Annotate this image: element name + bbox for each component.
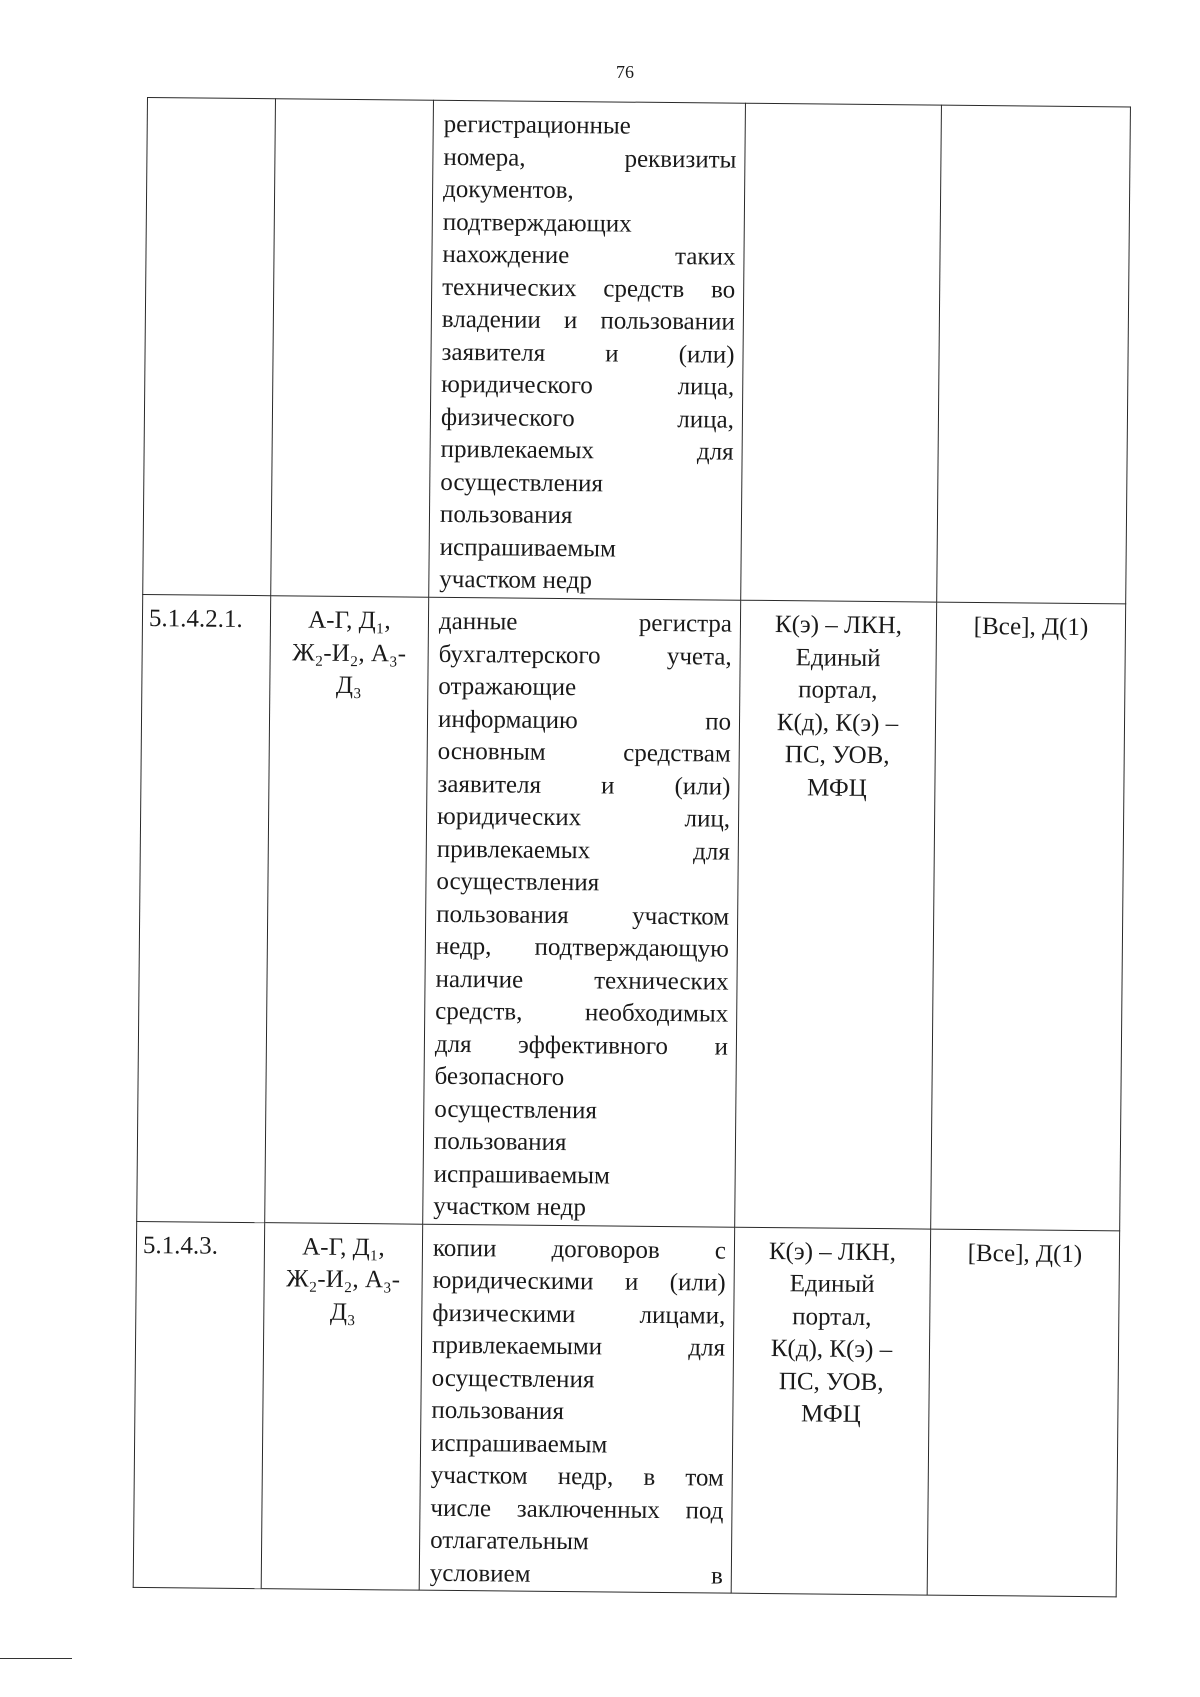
method-line: К(д), К(э) – (776, 708, 899, 737)
description-line: недр, подтверждающую (435, 932, 729, 963)
method-line: портал, (798, 676, 878, 705)
code-line: Д₃ (335, 671, 362, 700)
item-number-cell: 5.1.4.3. (133, 1221, 265, 1589)
table-row (137, 594, 1126, 1230)
method-line: Единый (789, 1270, 875, 1299)
applicant-codes-cell (271, 99, 434, 597)
description-line: пользования (431, 1396, 565, 1426)
description-line: нахождение таких (442, 240, 736, 271)
description-line: средств, необходимых (435, 997, 729, 1028)
applicant-category-cell: [Все], Д(1) (927, 1229, 1120, 1597)
applicant-category-cell: [Все], Д(1) (931, 602, 1126, 1230)
method-line: Единый (795, 643, 881, 672)
document-description-cell (429, 100, 746, 600)
description-line: пользования участком (436, 900, 730, 931)
description-line: участком недр, в том (430, 1461, 724, 1492)
code-line: Д₃ (329, 1298, 356, 1326)
description-line: пользования (439, 500, 573, 530)
code-line: А-Г, Д₁, (302, 1233, 385, 1261)
description-line: осуществления (436, 867, 600, 897)
description-line: привлекаемыми для (431, 1331, 726, 1362)
method-line: К(э) – ЛКН, (774, 611, 903, 640)
document-table (133, 97, 1131, 1597)
description-line: испрашиваемым (433, 1160, 610, 1189)
method-line: ПС, УОВ, (784, 741, 890, 770)
description-line: подтверждающих (442, 208, 632, 238)
description-line: юридического лица, (441, 370, 735, 401)
applicant-codes-cell (265, 596, 429, 1224)
description-line: испрашиваемым (439, 533, 617, 563)
description-line: юридическими и (или) (432, 1266, 726, 1297)
description-line: привлекаемых для (440, 435, 734, 466)
description-line: испрашиваемым (430, 1429, 608, 1458)
code-line: А-Г, Д₁, (308, 606, 391, 635)
description-line: осуществления (434, 1095, 598, 1124)
description-line: осуществления (431, 1364, 595, 1393)
submission-method-cell (741, 103, 942, 602)
table-row (143, 98, 1131, 604)
description-line: бухгалтерского учета, (438, 640, 732, 671)
description-line: регистрационные (443, 110, 631, 140)
description-line: заявителя и (или) (441, 338, 735, 369)
method-line: портал, (792, 1302, 872, 1331)
description-line: привлекаемых для (436, 835, 730, 866)
description-line: осуществления (440, 468, 604, 497)
description-line: данные регистра (438, 607, 733, 638)
description-line: физического лица, (440, 403, 735, 434)
description-line: пользования (433, 1127, 567, 1157)
submission-method-cell (735, 600, 937, 1228)
description-line: наличие технических (435, 965, 729, 996)
description-line: условием в (429, 1559, 723, 1590)
submission-method-cell (731, 1227, 931, 1595)
description-line: документов, (442, 175, 574, 205)
description-line: информацию по (437, 705, 732, 736)
table-row (133, 1221, 1119, 1597)
method-line: К(д), К(э) – (770, 1335, 893, 1364)
item-number-cell (143, 98, 276, 596)
description-line: для эффективного и (434, 1030, 729, 1061)
description-line: технических средств во (442, 273, 736, 304)
description-line: основным средствам (437, 737, 731, 768)
description-line: участком недр (439, 565, 593, 595)
description-line: копии договоров с (432, 1234, 727, 1265)
item-number-cell: 5.1.4.2.1. (137, 594, 271, 1222)
description-line: владении и пользовании (441, 305, 735, 336)
description-line: отлагательным (430, 1526, 589, 1556)
code-line: Ж₂-И₂, А₃- (286, 1265, 401, 1294)
applicant-codes-cell (261, 1222, 423, 1590)
method-line: МФЦ (806, 773, 867, 802)
applicant-category-cell (937, 105, 1131, 604)
method-line: ПС, УОВ, (778, 1367, 884, 1396)
description-line: числе заключенных под (430, 1494, 724, 1525)
description-line: юридических лиц, (436, 802, 731, 833)
footnote-separator-line (0, 1658, 72, 1659)
description-line: физическими лицами, (432, 1299, 726, 1330)
description-line: отражающие (438, 672, 577, 702)
description-line: участком недр (433, 1192, 587, 1222)
code-line: Ж₂-И₂, А₃- (292, 638, 407, 668)
description-line: безопасного (434, 1062, 565, 1092)
page-number: 76 (616, 62, 634, 82)
description-line: заявителя и (или) (437, 770, 731, 801)
description-line: номера, реквизиты (443, 143, 737, 174)
document-description-cell (423, 597, 741, 1226)
method-line: МФЦ (800, 1400, 861, 1428)
document-description-cell (419, 1224, 735, 1593)
method-line: К(э) – ЛКН, (768, 1237, 897, 1266)
